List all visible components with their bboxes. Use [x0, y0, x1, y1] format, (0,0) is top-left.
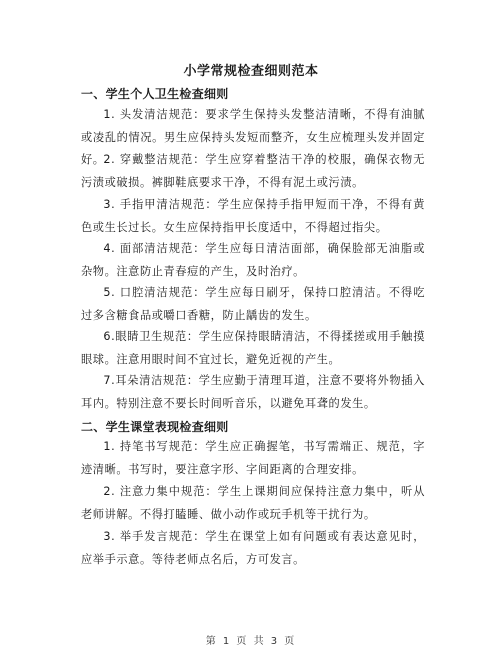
- paragraph: 2. 穿戴整洁规范：学生应穿着整洁干净的校服，确保衣物无污渍或破损。裤脚鞋底要求干净，不得有泥土或污渍。: [81, 153, 425, 189]
- paragraph: 3. 手指甲清洁规范：学生应保持手指甲短而干净，不得有黄色或生长过长。女生应保持指甲长度适中，不得超过指尖。: [81, 198, 425, 234]
- page-footer: 第 1 页 共 3 页: [205, 636, 297, 647]
- paragraph: 7.耳朵清洁规范：学生应勤于清理耳道，注意不要将外物插入耳内。特别注意不要长时间听音乐，以避免耳聋的发生。: [81, 374, 425, 410]
- section-heading: 二、学生课堂表现检查细则: [81, 420, 229, 434]
- paragraph: 1. 持笔书写规范：学生应正确握笔，书写需端正、规范，字迹清晰。书写时，要注意字形、字间距离的合理安排。: [81, 440, 425, 476]
- paragraph: 6.眼睛卫生规范：学生应保持眼睛清洁，不得揉搓或用手触摸眼球。注意用眼时间不宜过长，避免近视的产生。: [81, 330, 425, 366]
- paragraph: 3. 举手发言规范：学生在课堂上如有问题或有表达意见时，应举手示意。等待老师点名后，方可发言。: [81, 530, 425, 566]
- paragraph: 2. 注意力集中规范：学生上课期间应保持注意力集中，听从老师讲解。不得打瞌睡、做小动作或玩手机等干扰行为。: [81, 485, 425, 521]
- paragraph: 5. 口腔清洁规范：学生应每日刷牙，保持口腔清洁。不得吃过多含糖食品或嚼口香糖，防止龋齿的发生。: [81, 286, 425, 322]
- section-heading: 一、学生个人卫生检查细则: [81, 87, 229, 101]
- paragraph: 4. 面部清洁规范：学生应每日清洁面部，确保脸部无油脂或杂物。注意防止青春痘的产生，及时治疗。: [81, 242, 425, 278]
- document-title: 小学常规检查细则范本: [183, 64, 319, 79]
- paragraph: 1. 头发清洁规范：要求学生保持头发整洁清晰，不得有油腻或凌乱的情况。男生应保持头发短而整齐，女生应梳理头发并固定好。: [81, 108, 425, 166]
